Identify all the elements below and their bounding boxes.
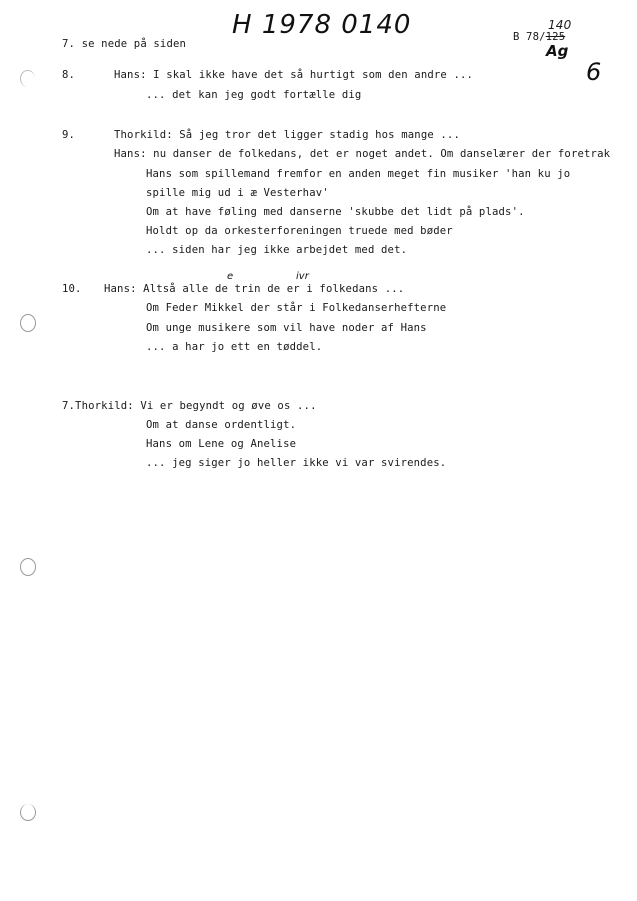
text-line: Hans som spillemand fremfor en anden meget fin musiker 'han ku jo [146, 168, 571, 180]
text-line: ... siden har jeg ikke arbejdet med det. [146, 244, 408, 256]
text-line: 7.Thorkild: Vi er begyndt og øve os ... [62, 400, 317, 412]
archive-code-new: 140 [548, 18, 572, 32]
punch-hole [20, 314, 36, 332]
text-line: spille mig ud i æ Vesterhav' [146, 187, 329, 199]
text-line: 7. se nede på siden [62, 38, 187, 50]
item-number: 9. [62, 129, 76, 141]
text-line: Om at danse ordentligt. [146, 419, 297, 431]
text-line: Hans: Altså alle de trin de er i folkedans ... [104, 283, 405, 295]
archive-code-prefix: B 78/ [513, 31, 546, 43]
text-line: Hans om Lene og Anelise [146, 438, 297, 450]
inserted-e: e [227, 271, 234, 282]
item-number: 10. [62, 283, 82, 295]
text-line: ... jeg siger jo heller ikke vi var svirendes. [146, 457, 447, 469]
text-line: Om Feder Mikkel der står i Folkedanserhefterne [146, 302, 447, 314]
text-line: ... a har jo ett en tøddel. [146, 341, 323, 353]
initials: Ag [546, 42, 569, 60]
text-line: Hans: I skal ikke have det så hurtigt som den andre ... [114, 69, 474, 81]
punch-hole [20, 804, 36, 821]
text-line: Om at have føling med danserne 'skubbe det lidt på plads'. [146, 206, 525, 218]
item-number: 8. [62, 69, 76, 81]
punch-hole [20, 70, 35, 87]
punch-hole [20, 558, 36, 576]
archive-number: H 1978 0140 [232, 10, 412, 40]
text-line: ... det kan jeg godt fortælle dig [146, 89, 362, 101]
text-line: Om unge musikere som vil have noder af Hans [146, 322, 427, 334]
text-line: Holdt op da orkesterforeningen truede med bøder [146, 225, 453, 237]
inserted-ivr: ivr [296, 271, 309, 282]
archive-code-struck: 125 [545, 31, 566, 43]
page-number: 6 [586, 58, 602, 86]
text-line: Hans: nu danser de folkedans, det er noget andet. Om danselærer der foretrak [114, 148, 611, 160]
text-line: Thorkild: Så jeg tror det ligger stadig hos mange ... [114, 129, 460, 141]
